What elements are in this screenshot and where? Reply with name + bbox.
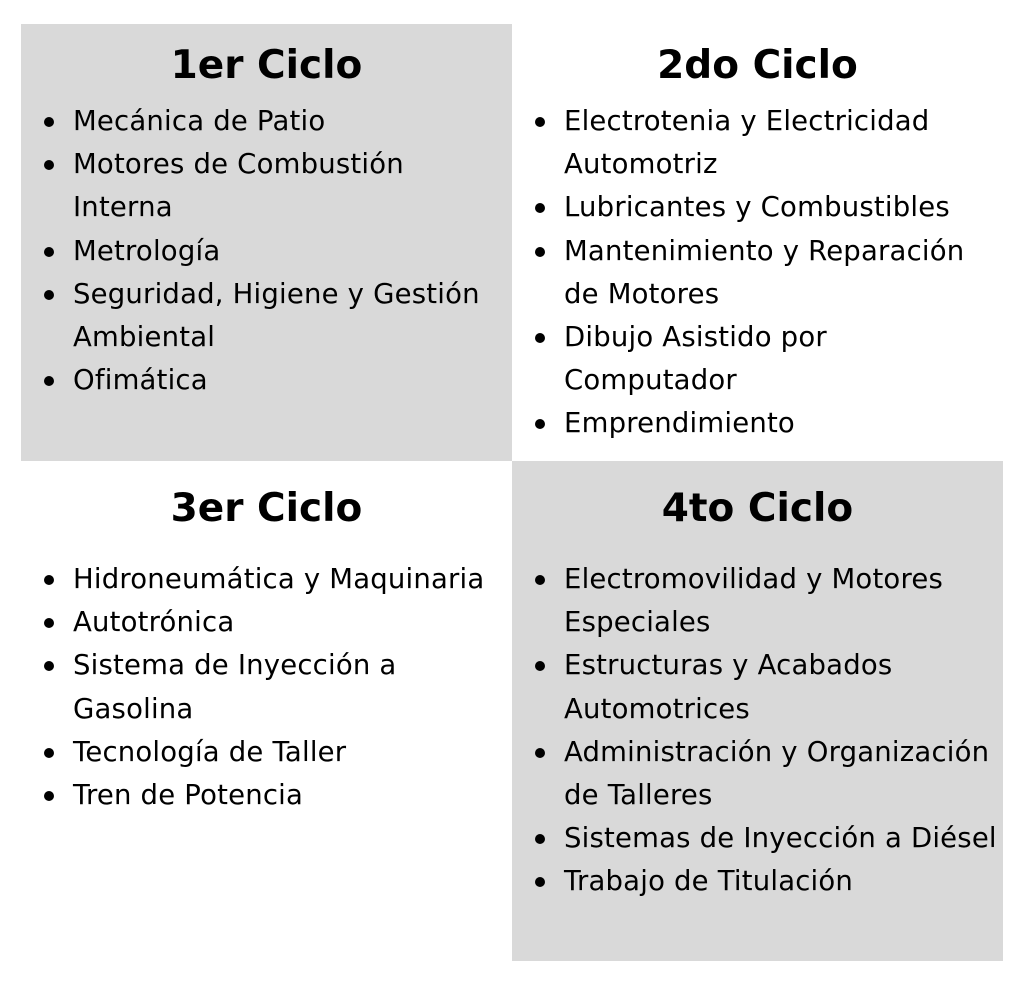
list-item: Administración y Organización de Talleres xyxy=(564,731,997,817)
cycle-2-list xyxy=(564,100,997,446)
list-item: Motores de Combustión Interna xyxy=(73,143,506,229)
list-item: Estructuras y Acabados Automotrices xyxy=(564,644,997,730)
list-item: Electrotenia y Electricidad Automotriz xyxy=(564,100,997,186)
list-item: Emprendimiento xyxy=(564,402,997,445)
cycle-3-title: 3er Ciclo xyxy=(170,486,363,531)
list-item: Seguridad, Higiene y Gestión Ambiental xyxy=(73,273,506,359)
list-item: Mecánica de Patio xyxy=(73,100,506,143)
cycle-3-panel xyxy=(21,461,512,961)
list-item: Sistemas de Inyección a Diésel xyxy=(564,817,997,860)
list-item: Electromovilidad y Motores Especiales xyxy=(564,558,997,644)
list-item: Autotrónica xyxy=(73,601,506,644)
cycle-4-list xyxy=(564,558,997,904)
cycle-2-panel xyxy=(512,24,1003,461)
cycle-3-list xyxy=(73,558,506,817)
cycle-4-panel xyxy=(512,461,1003,961)
list-item: Mantenimiento y Reparación de Motores xyxy=(564,230,997,316)
list-item: Dibujo Asistido por Computador xyxy=(564,316,997,402)
cycle-1-panel xyxy=(21,24,512,461)
list-item: Sistema de Inyección a Gasolina xyxy=(73,644,506,730)
list-item: Ofimática xyxy=(73,359,506,402)
list-item: Hidroneumática y Maquinaria xyxy=(73,558,506,601)
list-item: Tecnología de Taller xyxy=(73,731,506,774)
cycle-4-title: 4to Ciclo xyxy=(661,486,854,531)
list-item: Metrología xyxy=(73,230,506,273)
cycle-1-list xyxy=(73,100,506,402)
cycle-2-title: 2do Ciclo xyxy=(657,43,858,88)
list-item: Lubricantes y Combustibles xyxy=(564,186,997,229)
cycle-1-title: 1er Ciclo xyxy=(170,43,363,88)
list-item: Trabajo de Titulación xyxy=(564,860,997,903)
list-item: Tren de Potencia xyxy=(73,774,506,817)
